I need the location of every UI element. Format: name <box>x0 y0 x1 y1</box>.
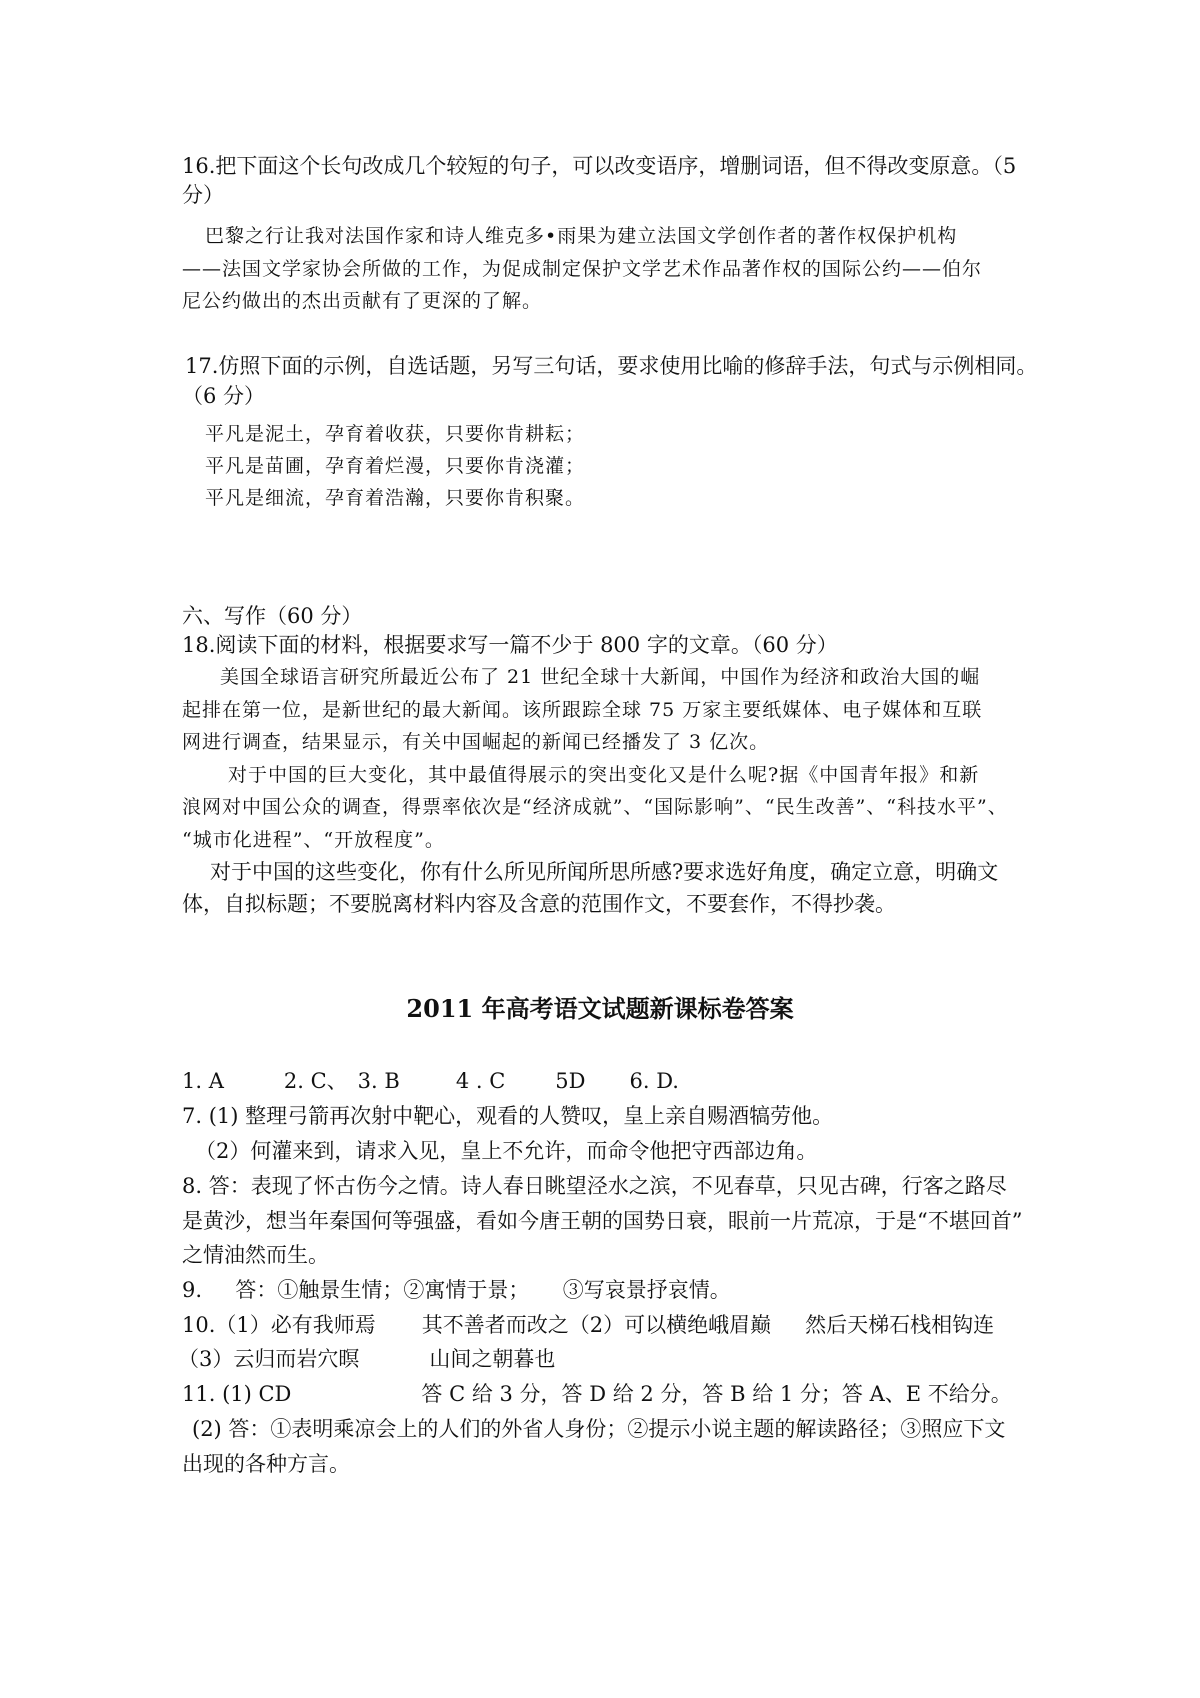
answer-7-line-1: 7. (1) 整理弓箭再次射中靶心，观看的人赞叹，皇上亲自赐酒犒劳他。 <box>182 1104 834 1128</box>
answer-10-part-2: 其不善者而改之（2）可以横绝峨眉巅 <box>421 1313 772 1337</box>
q16-stem-line-2: 分） <box>182 183 224 207</box>
mc-answer-2: 2. C、 <box>283 1069 348 1093</box>
answer-11-line-2: (2) 答：①表明乘凉会上的人们的外省人身份；②提示小说主题的解读路径；③照应下文 <box>192 1417 1006 1441</box>
q18-para1-line-3: 网进行调查，结果显示，有关中国崛起的新闻已经播发了 3 亿次。 <box>182 731 770 753</box>
answer-10-part-1: 10.（1）必有我师焉 <box>182 1313 376 1337</box>
answer-10-part-4: （3）云归而岩穴暝 <box>178 1347 360 1371</box>
q16-passage-line-2: ——法国文学家协会所做的工作，为促成制定保护文学艺术作品著作权的国际公约——伯尔 <box>182 258 983 280</box>
q16-passage-line-1: 巴黎之行让我对法国作家和诗人维克多•雨果为建立法国文学创作者的著作权保护机构 <box>205 225 958 247</box>
mc-answer-5: 5D <box>555 1069 586 1093</box>
mc-answer-1: 1. A <box>182 1069 224 1093</box>
writing-heading: 六、写作（60 分） <box>182 604 363 628</box>
q17-example-2: 平凡是苗圃，孕育着烂漫，只要你肯浇灌； <box>205 455 586 477</box>
q17-stem-line-2: （6 分） <box>182 384 266 408</box>
answer-10-part-5: 山间之朝暮也 <box>429 1347 556 1371</box>
q16-stem-line-1: 16.把下面这个长句改成几个较短的句子，可以改变语序，增删词语，但不得改变原意。（5 <box>182 154 1017 178</box>
mc-answer-4: 4 . C <box>455 1069 506 1093</box>
answer-9: 9. 答：①触景生情；②寓情于景； ③写哀景抒哀情。 <box>182 1278 731 1302</box>
answer-7-line-2: （2）何灌来到，请求入见，皇上不允许，而命令他把守西部边角。 <box>195 1139 818 1163</box>
answer-10-line-2 <box>178 1345 555 1373</box>
q18-para2-line-2: 浪网对中国公众的调查，得票率依次是“经济成就”、“国际影响”、“民生改善”、“科技水平”、 <box>182 796 1008 818</box>
q18-para1-line-2: 起排在第一位，是新世纪的最大新闻。该所跟踪全球 75 万家主要纸媒体、电子媒体和互联 <box>182 699 983 721</box>
answer-8-line-2: 是黄沙，想当年秦国何等强盛，看如今唐王朝的国势日衰，眼前一片荒凉，于是“不堪回首” <box>182 1209 1023 1233</box>
q16-passage-line-3: 尼公约做出的杰出贡献有了更深的了解。 <box>182 290 543 312</box>
q18-para2-line-1: 对于中国的巨大变化，其中最值得展示的突出变化又是什么呢?据《中国青年报》和新 <box>228 764 980 786</box>
q18-para1-line-1: 美国全球语言研究所最近公布了 21 世纪全球十大新闻，中国作为经济和政治大国的崛 <box>220 666 981 688</box>
q18-para3-line-1: 对于中国的这些变化，你有什么所见所闻所思所感?要求选好角度，确定立意，明确文 <box>210 860 999 884</box>
q17-stem-line-1: 17.仿照下面的示例，自选话题，另写三句话，要求使用比喻的修辞手法，句式与示例相同。 <box>185 354 1038 378</box>
mc-answer-3: 3. B <box>357 1069 400 1093</box>
answer-8-line-3: 之情油然而生。 <box>182 1243 329 1267</box>
answer-11-line-3: 出现的各种方言。 <box>182 1452 350 1476</box>
answer-8-line-1: 8. 答：表现了怀古伤今之情。诗人春日眺望泾水之滨，不见春草，只见古碑，行客之路尽 <box>182 1174 1007 1198</box>
answer-10-part-3: 然后天梯石栈相钩连 <box>805 1313 995 1337</box>
q18-para2-line-3: “城市化进程”、“开放程度”。 <box>182 829 445 851</box>
answers-title: 2011 年高考语文试题新课标卷答案 <box>406 994 794 1023</box>
q17-example-3: 平凡是细流，孕育着浩瀚，只要你肯积聚。 <box>205 487 586 509</box>
mc-answer-6: 6. D. <box>629 1069 679 1093</box>
answer-10-line-1 <box>182 1311 994 1339</box>
answer-11-part-2: 答 C 给 3 分，答 D 给 2 分，答 B 给 1 分；答 A、E 不给分。 <box>421 1382 1012 1406</box>
answer-11-part-1: 11. (1) CD <box>182 1382 292 1406</box>
q18-stem: 18.阅读下面的材料，根据要求写一篇不少于 800 字的文章。（60 分） <box>182 633 838 657</box>
mc-answers <box>182 1067 679 1095</box>
q17-example-1: 平凡是泥土，孕育着收获，只要你肯耕耘； <box>205 423 586 445</box>
q18-para3-line-2: 体，自拟标题；不要脱离材料内容及含意的范围作文，不要套作，不得抄袭。 <box>182 892 896 916</box>
answer-11-line-1 <box>182 1380 1012 1408</box>
